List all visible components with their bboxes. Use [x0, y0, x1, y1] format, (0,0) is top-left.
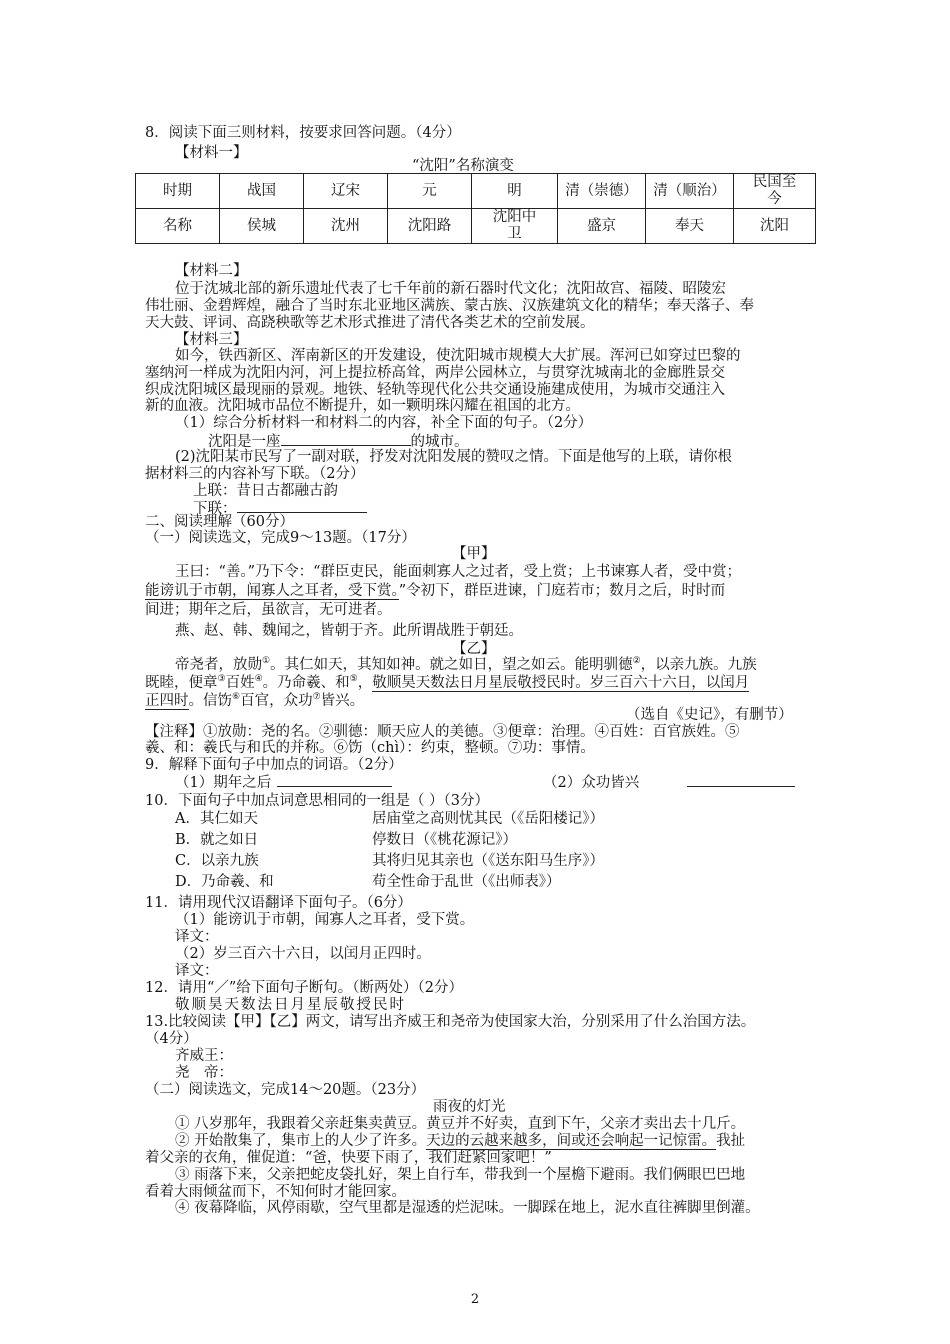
q11-header: 11．请用现代汉语翻译下面句子。（6分）	[145, 895, 412, 911]
q12-header: 12．请用“／”给下面句子断句。（断两处）（2分）	[145, 980, 463, 996]
q9-item-2: （2）众功皆兴	[543, 772, 795, 792]
answer-blank[interactable]	[237, 498, 367, 513]
table-cell: 明	[472, 174, 558, 209]
q13-answer-yao[interactable]: 尧 帝：	[175, 1065, 233, 1081]
yi-line: 帝尧者，放勋①。其仁如天，其知如神。就之如日，望之如云。能明驯德②，以亲九族。九族	[175, 656, 757, 673]
q9-item-1: （1）期年之后	[175, 772, 392, 792]
q11-translation-2[interactable]: 译文：	[175, 963, 219, 979]
q13-header: 13.比较阅读【甲】【乙】两文，请写出齐威王和尧帝为使国家大治，分别采用了什么治国方法。	[145, 1014, 756, 1030]
story-paragraph: 看着大雨倾盆而下，不知何时才能回家。	[145, 1184, 406, 1200]
q10-option-d-source: 苟全性命于乱世（《出师表》）	[372, 874, 561, 890]
material-2-line: 位于沈城北部的新乐遗址代表了七千年前的新石器时代文化；沈阳故宫、福陵、昭陵宏	[175, 281, 726, 297]
q9-header: 9．解释下面句子中加点的词语。（2分）	[145, 757, 403, 773]
jia-line: 能谤讥于市朝，闻寡人之耳者，受下赏。”令初下，群臣进谏，门庭若市；数月之后，时时而	[145, 583, 726, 599]
table-cell: 元	[388, 174, 472, 209]
q10-option-a[interactable]: A．其仁如天	[175, 811, 258, 827]
q11-item-2: （2）岁三百六十六日，以闰月正四时。	[175, 946, 431, 962]
q8-sub2-line: 据材料三的内容补写下联。（2分）	[145, 466, 365, 482]
story-paragraph: ④ 夜幕降临，风停雨歇，空气里都是湿透的烂泥味。一脚踩在地上，泥水直往裤脚里倒灌。	[175, 1200, 760, 1216]
table-cell: 辽宋	[304, 174, 388, 209]
yi-line: 正四时。信饬⑥百官，众功⑦皆兴。	[145, 692, 365, 709]
section-2-header: 二、阅读理解（60分）	[145, 514, 294, 530]
material-3-label: 【材料三】	[175, 332, 248, 348]
yi-label: 【乙】	[452, 641, 496, 657]
table-cell: 民国至今	[734, 174, 816, 209]
underlined-sentence: 敬顺昊天数法日月星辰敬授民时。岁三百六十六日，以闰月	[372, 675, 750, 691]
annotation-line: 羲、和：羲氏与和氏的并称。⑥饬（chì）：约束，整顿。⑦功：事情。	[145, 740, 595, 756]
q8-sub1: （1）综合分析材料一和材料二的内容，补全下面的句子。（2分）	[175, 415, 593, 431]
underlined-sentence: 天边的云越来越多，间或还会响起一记惊雷。	[426, 1133, 717, 1149]
story-title: 雨夜的灯光	[433, 1099, 506, 1115]
q10-option-a-source: 居庙堂之高则忧其民（《岳阳楼记》）	[372, 811, 604, 827]
q10-option-b[interactable]: B．就之如日	[175, 832, 259, 848]
table-cell: 时期	[136, 174, 220, 209]
source-note: （选自《史记》，有删节）	[626, 707, 793, 723]
table-cell: 沈阳中卫	[472, 209, 558, 244]
story-paragraph: ③ 雨落下来，父亲把蛇皮袋扎好，架上自行车，带我到一个屋檐下避雨。我们俩眼巴巴地	[175, 1167, 746, 1183]
q8-header: 8．阅读下面三则材料，按要求回答问题。（4分）	[145, 125, 461, 141]
material-1-label: 【材料一】	[175, 145, 248, 161]
couplet-lower: 下联：	[193, 498, 367, 518]
part-2-header: （二）阅读选文，完成14～20题。（23分）	[145, 1082, 426, 1098]
q10-option-b-source: 停数日（《桃花源记》）	[372, 832, 517, 848]
q8-sub1-sentence: 沈阳是一座 的城市。	[208, 431, 469, 451]
table-cell: 侯城	[220, 209, 304, 244]
jia-line: 王曰：“善。”乃下令：“群臣吏民，能面刺寡人之过者，受上赏；上书谏寡人者，受中赏；	[175, 564, 741, 580]
story-paragraph: ② 开始散集了，集市上的人少了许多。天边的云越来越多，间或还会响起一记惊雷。我扯	[175, 1133, 746, 1149]
q8-sub2-line: (2)沈阳某市民写了一副对联，抒发对沈阳发展的赞叹之情。下面是他写的上联，请你根	[175, 449, 733, 465]
q11-item-1: （1）能谤讥于市朝，闻寡人之耳者，受下赏。	[175, 912, 475, 928]
table-title: “沈阳”名称演变	[412, 158, 514, 174]
couplet-upper: 上联：昔日古都融古韵	[193, 483, 338, 499]
jia-line: 间进；期年之后，虽欲言，无可进者。	[145, 602, 392, 618]
material-3-line: 如今，铁西新区、浑南新区的开发建设，使沈阳城市规模大大扩展。浑河已如穿过巴黎的	[175, 348, 741, 364]
story-paragraph: 着父亲的衣角，催促道：	[145, 1150, 305, 1166]
q10-header: 10．下面句子中加点词意思相同的一组是（ ）（3分）	[145, 793, 490, 809]
table-cell: 沈州	[304, 209, 388, 244]
annotation-line: 【注释】①放勋：尧的名。②驯德：顺天应人的美德。③便章：治理。④百姓：百官族姓。⑤	[145, 724, 740, 740]
table-cell: 战国	[220, 174, 304, 209]
q10-option-d[interactable]: D．乃命羲、和	[175, 874, 274, 890]
table-cell: 沈阳	[734, 209, 816, 244]
answer-blank[interactable]	[687, 772, 795, 787]
material-3-line: 新的血液。沈阳城市品位不断提升，如一颗明珠闪耀在祖国的北方。	[145, 398, 580, 414]
q12-sentence[interactable]: 敬顺昊天数法日月星辰敬授民时	[175, 997, 406, 1013]
page-number: 2	[470, 1292, 480, 1307]
underlined-sentence: 正四时	[145, 693, 189, 709]
q10-option-c[interactable]: C．以亲九族	[175, 853, 259, 869]
story-paragraph: ① 八岁那年，我跟着父亲赶集卖黄豆。黄豆并不好卖，直到下午，父亲才卖出去十几斤。	[175, 1116, 746, 1132]
underlined-sentence: 能谤讥于市朝，闻寡人之耳者，受下赏。	[145, 583, 399, 599]
table-cell: 奉天	[646, 209, 734, 244]
name-evolution-table	[135, 173, 816, 244]
q13-answer-qi[interactable]: 齐威王：	[175, 1048, 233, 1064]
material-2-line: 天大鼓、评词、高跷秧歌等艺术形式推进了清代各类艺术的空前发展。	[145, 315, 595, 331]
material-2-line: 伟壮丽、金碧辉煌，融合了当时东北亚地区满族、蒙古族、汉族建筑文化的精华；奉天落子、奉	[145, 298, 754, 314]
table-cell: 盛京	[558, 209, 646, 244]
material-3-line: 塞纳河一样成为沈阳内河，河上提拉桥高耸，两岸公园林立，与贯穿沈城南北的金廊胜景交	[145, 365, 725, 381]
story-dialogue: “爸，快要下雨了，我们赶紧回家吧！”	[305, 1150, 552, 1166]
table-row	[136, 209, 816, 244]
table-cell: 清（顺治）	[646, 174, 734, 209]
table-cell: 名称	[136, 209, 220, 244]
table-row	[136, 174, 816, 209]
yi-line: 既睦，便章③百姓④。乃命羲、和⑤，敬顺昊天数法日月星辰敬授民时。岁三百六十六日，以闰月	[145, 674, 750, 691]
q10-option-c-source: 其将归见其亲也（《送东阳马生序》）	[372, 853, 604, 869]
jia-label: 【甲】	[452, 546, 496, 562]
material-3-line: 织成沈阳城区最现丽的景观。地铁、轻轨等现代化公共交通设施建成使用，为城市交通注入	[145, 382, 725, 398]
table-cell: 沈阳路	[388, 209, 472, 244]
part-1-header: （一）阅读选文，完成9～13题。（17分）	[145, 530, 416, 546]
material-2-label: 【材料二】	[175, 263, 248, 279]
table-cell: 清（崇德）	[558, 174, 646, 209]
answer-blank[interactable]	[281, 431, 411, 446]
jia-line: 燕、赵、韩、魏闻之，皆朝于齐。此所谓战胜于朝廷。	[175, 623, 523, 639]
q13-header-points: （4分）	[145, 1031, 198, 1047]
answer-blank[interactable]	[277, 772, 392, 787]
q11-translation-1[interactable]: 译文：	[175, 929, 219, 945]
